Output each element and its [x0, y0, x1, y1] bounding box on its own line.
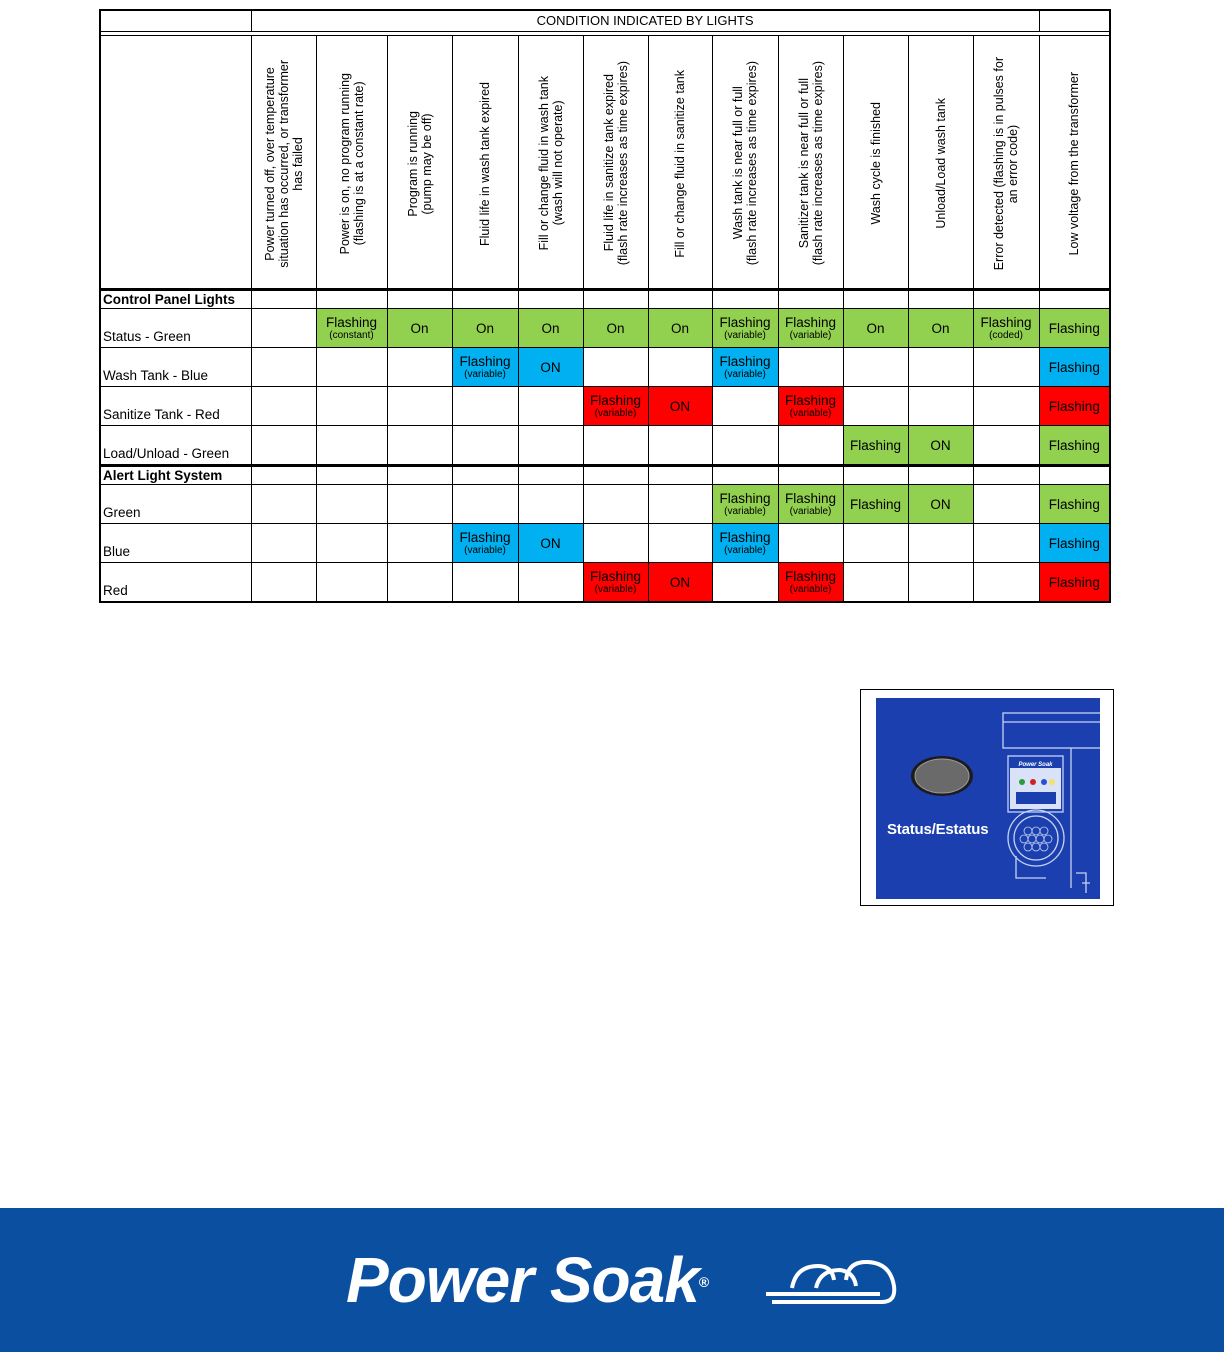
row-label: Load/Unload - Green: [100, 426, 251, 466]
light-state-cell: [973, 426, 1039, 466]
light-state-cell: [973, 485, 1039, 524]
light-state-note: (variable): [724, 330, 766, 341]
section-header: Alert Light System: [100, 466, 251, 485]
condition-label: Error detected (flashing is in pulses for an error code): [992, 56, 1021, 271]
row-label: Status - Green: [100, 309, 251, 348]
light-state-cell: [712, 309, 778, 348]
condition-header: [648, 36, 712, 290]
light-state-cell: [778, 524, 843, 563]
condition-label: Fill or change fluid in wash tank (wash will not operate): [536, 76, 565, 251]
light-state: Flashing: [1048, 574, 1100, 590]
corner-cell: [100, 10, 251, 32]
light-state-cell: [251, 485, 316, 524]
light-state-cell: [583, 309, 648, 348]
light-state-note: (coded): [989, 330, 1023, 341]
section-blank-cell: [843, 290, 908, 309]
light-state-cell: [452, 485, 518, 524]
condition-label: Fluid life in sanitize tank expired (flash rate increases as time expires): [601, 61, 630, 266]
light-state-cell: [1039, 563, 1110, 603]
light-state-cell: [1039, 348, 1110, 387]
light-state-note: (variable): [724, 369, 766, 380]
light-state-cell: [387, 426, 452, 466]
status-button: [915, 759, 969, 793]
light-state: Flashing: [1048, 320, 1100, 336]
light-state-cell: [973, 309, 1039, 348]
light-state-cell: [251, 348, 316, 387]
table-title: CONDITION INDICATED BY LIGHTS: [251, 10, 1039, 32]
light-state: Flashing: [1048, 496, 1100, 512]
condition-header: [1039, 36, 1110, 290]
light-state: ON: [540, 359, 561, 375]
status-label: Status/Estatus: [887, 821, 989, 838]
condition-label: Fill or change fluid in sanitize tank: [673, 69, 687, 258]
section-blank-cell: [518, 466, 583, 485]
light-state-cell: [1039, 426, 1110, 466]
section-blank-cell: [973, 290, 1039, 309]
light-state-cell: [316, 485, 387, 524]
light-state-cell: [712, 485, 778, 524]
light-state-cell: [583, 387, 648, 426]
light-state-cell: [712, 426, 778, 466]
light-state: Flashing: [784, 491, 837, 506]
light-state: Flashing: [459, 354, 511, 369]
condition-header: [973, 36, 1039, 290]
section-blank-cell: [778, 466, 843, 485]
light-state-cell: [583, 348, 648, 387]
light-state-cell: [1039, 309, 1110, 348]
table-row: [100, 387, 1110, 426]
section-blank-cell: [843, 466, 908, 485]
light-state-cell: [908, 563, 973, 603]
section-blank-cell: [1039, 290, 1110, 309]
light-state: Flashing: [1048, 398, 1100, 414]
condition-header: [778, 36, 843, 290]
table-row: [100, 426, 1110, 466]
section-blank-cell: [387, 290, 452, 309]
row-label: Sanitize Tank - Red: [100, 387, 251, 426]
light-state-cell: [518, 426, 583, 466]
condition-header: [583, 36, 648, 290]
section-blank-cell: [648, 466, 712, 485]
section-blank-cell: [712, 290, 778, 309]
light-state: Flashing: [589, 393, 642, 408]
light-state-cell: [843, 563, 908, 603]
light-state-cell: [843, 309, 908, 348]
machine-illustration: [876, 698, 1100, 899]
light-state-cell: [843, 485, 908, 524]
light-state-note: (variable): [789, 584, 832, 595]
section-blank-cell: [583, 466, 648, 485]
light-state-cell: [316, 387, 387, 426]
condition-label: Program is running (pump may be off): [405, 110, 434, 217]
light-state-cell: [583, 485, 648, 524]
condition-header: [387, 36, 452, 290]
section-blank-cell: [908, 290, 973, 309]
light-state-cell: [387, 387, 452, 426]
light-state-cell: [778, 426, 843, 466]
light-state-cell: [973, 563, 1039, 603]
light-state-cell: [648, 524, 712, 563]
light-state-cell: [908, 387, 973, 426]
light-state-cell: [843, 426, 908, 466]
light-state: On: [670, 320, 689, 336]
section-blank-cell: [452, 466, 518, 485]
light-state: ON: [930, 437, 951, 453]
light-state-cell: [712, 348, 778, 387]
light-state-cell: [518, 387, 583, 426]
condition-label: Wash tank is near full or full (flash rate increases as time expires): [731, 61, 759, 266]
light-state-cell: [251, 309, 316, 348]
row-label: Green: [100, 485, 251, 524]
light-state-cell: [973, 387, 1039, 426]
light-state-cell: [973, 524, 1039, 563]
section-blank-cell: [316, 466, 387, 485]
light-state-cell: [778, 387, 843, 426]
red-light-icon: [1030, 779, 1036, 785]
section-blank-cell: [251, 466, 316, 485]
light-state-cell: [908, 309, 973, 348]
light-state: Flashing: [784, 393, 837, 408]
light-state: On: [606, 320, 625, 336]
light-state-cell: [316, 309, 387, 348]
table-row: [100, 524, 1110, 563]
light-state-cell: [778, 348, 843, 387]
section-blank-cell: [973, 466, 1039, 485]
light-state-cell: [778, 563, 843, 603]
light-state: ON: [669, 398, 691, 414]
light-state: ON: [540, 535, 561, 551]
title-end-cell: [1039, 10, 1110, 32]
light-state-cell: [712, 387, 778, 426]
light-state-cell: [1039, 387, 1110, 426]
condition-header: [316, 36, 387, 290]
condition-label: Unload/Load wash tank: [933, 98, 948, 229]
table-row: [100, 563, 1110, 603]
light-state: Flashing: [325, 315, 378, 330]
light-state: On: [541, 320, 560, 336]
light-state: Flashing: [1048, 535, 1100, 551]
light-state-cell: [452, 309, 518, 348]
condition-label: Wash cycle is finished: [868, 102, 883, 225]
light-state: Flashing: [849, 496, 902, 512]
yellow-light-icon: [1049, 779, 1055, 785]
light-state: ON: [930, 496, 951, 512]
light-state: Flashing: [980, 315, 1032, 330]
light-state-cell: [518, 348, 583, 387]
light-state-cell: [316, 348, 387, 387]
condition-label: Power is on, no program running (flashing is at a constant rate): [337, 72, 366, 255]
light-state-cell: [387, 309, 452, 348]
condition-header: [843, 36, 908, 290]
light-state-cell: [452, 387, 518, 426]
light-state-cell: [648, 485, 712, 524]
light-state-cell: [778, 485, 843, 524]
light-state-cell: [518, 563, 583, 603]
light-state-cell: [1039, 524, 1110, 563]
light-state-cell: [251, 387, 316, 426]
light-state: Flashing: [589, 569, 642, 584]
light-state-cell: [518, 524, 583, 563]
light-state-note: (variable): [724, 506, 766, 517]
status-panel: [876, 698, 1100, 899]
light-state-cell: [843, 524, 908, 563]
light-state-cell: [648, 387, 712, 426]
light-state-cell: [583, 524, 648, 563]
light-state: Flashing: [719, 491, 771, 506]
light-state-cell: [908, 485, 973, 524]
condition-label: Sanitizer tank is near full or full (flash rate increases as time expires): [796, 61, 825, 266]
light-state: Flashing: [719, 530, 771, 545]
light-state-cell: [387, 485, 452, 524]
light-state: ON: [669, 574, 691, 590]
light-state-cell: [583, 426, 648, 466]
light-state-cell: [843, 348, 908, 387]
table-row: [100, 309, 1110, 348]
light-state-cell: [648, 309, 712, 348]
device-brand: Power Soak: [1018, 762, 1053, 768]
table-row: [100, 485, 1110, 524]
blue-light-icon: [1041, 779, 1047, 785]
section-blank-cell: [583, 290, 648, 309]
registered-mark: ®: [698, 1274, 709, 1290]
light-state-cell: [387, 563, 452, 603]
light-state-cell: [316, 524, 387, 563]
light-state: Flashing: [1048, 437, 1100, 453]
light-state: Flashing: [719, 354, 771, 369]
light-state-cell: [518, 309, 583, 348]
light-state-cell: [973, 348, 1039, 387]
light-condition-table: [99, 9, 1111, 603]
light-state-cell: [908, 426, 973, 466]
light-state-cell: [908, 524, 973, 563]
section-blank-cell: [518, 290, 583, 309]
light-state: On: [931, 320, 950, 336]
pump-grille-icon: [1020, 827, 1052, 851]
light-state: Flashing: [784, 315, 837, 330]
light-state: Flashing: [719, 315, 771, 330]
light-state: Flashing: [784, 569, 837, 584]
light-state: Flashing: [849, 437, 902, 453]
section-blank-cell: [908, 466, 973, 485]
section-blank-cell: [712, 466, 778, 485]
brand-logo: [346, 1242, 708, 1318]
light-state-cell: [1039, 485, 1110, 524]
condition-header: [712, 36, 778, 290]
light-state-cell: [452, 563, 518, 603]
condition-header: [908, 36, 973, 290]
light-state-cell: [778, 309, 843, 348]
light-state: Flashing: [459, 530, 511, 545]
light-state-note: (variable): [724, 545, 766, 556]
row-label: Red: [100, 563, 251, 603]
light-state-cell: [583, 563, 648, 603]
green-light-icon: [1019, 779, 1025, 785]
row-label: Blue: [100, 524, 251, 563]
logo-text: Power Soak: [346, 1244, 699, 1316]
section-header: Control Panel Lights: [100, 290, 251, 309]
light-state-cell: [452, 348, 518, 387]
light-state-cell: [316, 563, 387, 603]
footer-banner: [0, 1208, 1224, 1352]
section-blank-cell: [316, 290, 387, 309]
condition-header: [518, 36, 583, 290]
light-state-cell: [712, 524, 778, 563]
light-state-note: (variable): [594, 584, 637, 595]
row-label: Wash Tank - Blue: [100, 348, 251, 387]
condition-header: [251, 36, 316, 290]
light-state-cell: [712, 563, 778, 603]
condition-label: Fluid life in wash tank expired: [478, 81, 492, 246]
light-state-cell: [387, 524, 452, 563]
light-state: On: [475, 320, 494, 336]
light-state-cell: [518, 485, 583, 524]
light-state-cell: [648, 348, 712, 387]
header-label-cell: [100, 36, 251, 290]
logo-wave-icon: [762, 1252, 900, 1310]
light-state-note: (variable): [464, 369, 506, 380]
light-state-cell: [251, 524, 316, 563]
section-blank-cell: [251, 290, 316, 309]
light-state-note: (variable): [464, 545, 506, 556]
light-state-cell: [316, 426, 387, 466]
light-state-cell: [648, 563, 712, 603]
condition-label: Power turned off, over temperature situation has occurred, or transformer has failed: [262, 59, 305, 268]
section-blank-cell: [387, 466, 452, 485]
light-state-note: (variable): [789, 330, 832, 341]
light-state-cell: [843, 387, 908, 426]
light-state-cell: [387, 348, 452, 387]
light-state: Flashing: [1048, 359, 1100, 375]
light-state-cell: [251, 426, 316, 466]
light-state-cell: [648, 426, 712, 466]
light-state-note: (variable): [789, 506, 832, 517]
condition-header: [452, 36, 518, 290]
condition-label: Low voltage from the transformer: [1067, 71, 1082, 256]
status-light-image: [860, 689, 1114, 906]
light-state-cell: [908, 348, 973, 387]
section-blank-cell: [1039, 466, 1110, 485]
light-state-cell: [251, 563, 316, 603]
section-blank-cell: [778, 290, 843, 309]
light-state: On: [410, 320, 429, 336]
section-blank-cell: [648, 290, 712, 309]
light-state: On: [866, 320, 885, 336]
light-state-note: (variable): [789, 408, 832, 419]
light-state-note: (variable): [594, 408, 637, 419]
light-state-cell: [452, 524, 518, 563]
light-state-cell: [452, 426, 518, 466]
table-row: [100, 348, 1110, 387]
light-state-note: (constant): [329, 330, 374, 341]
section-blank-cell: [452, 290, 518, 309]
